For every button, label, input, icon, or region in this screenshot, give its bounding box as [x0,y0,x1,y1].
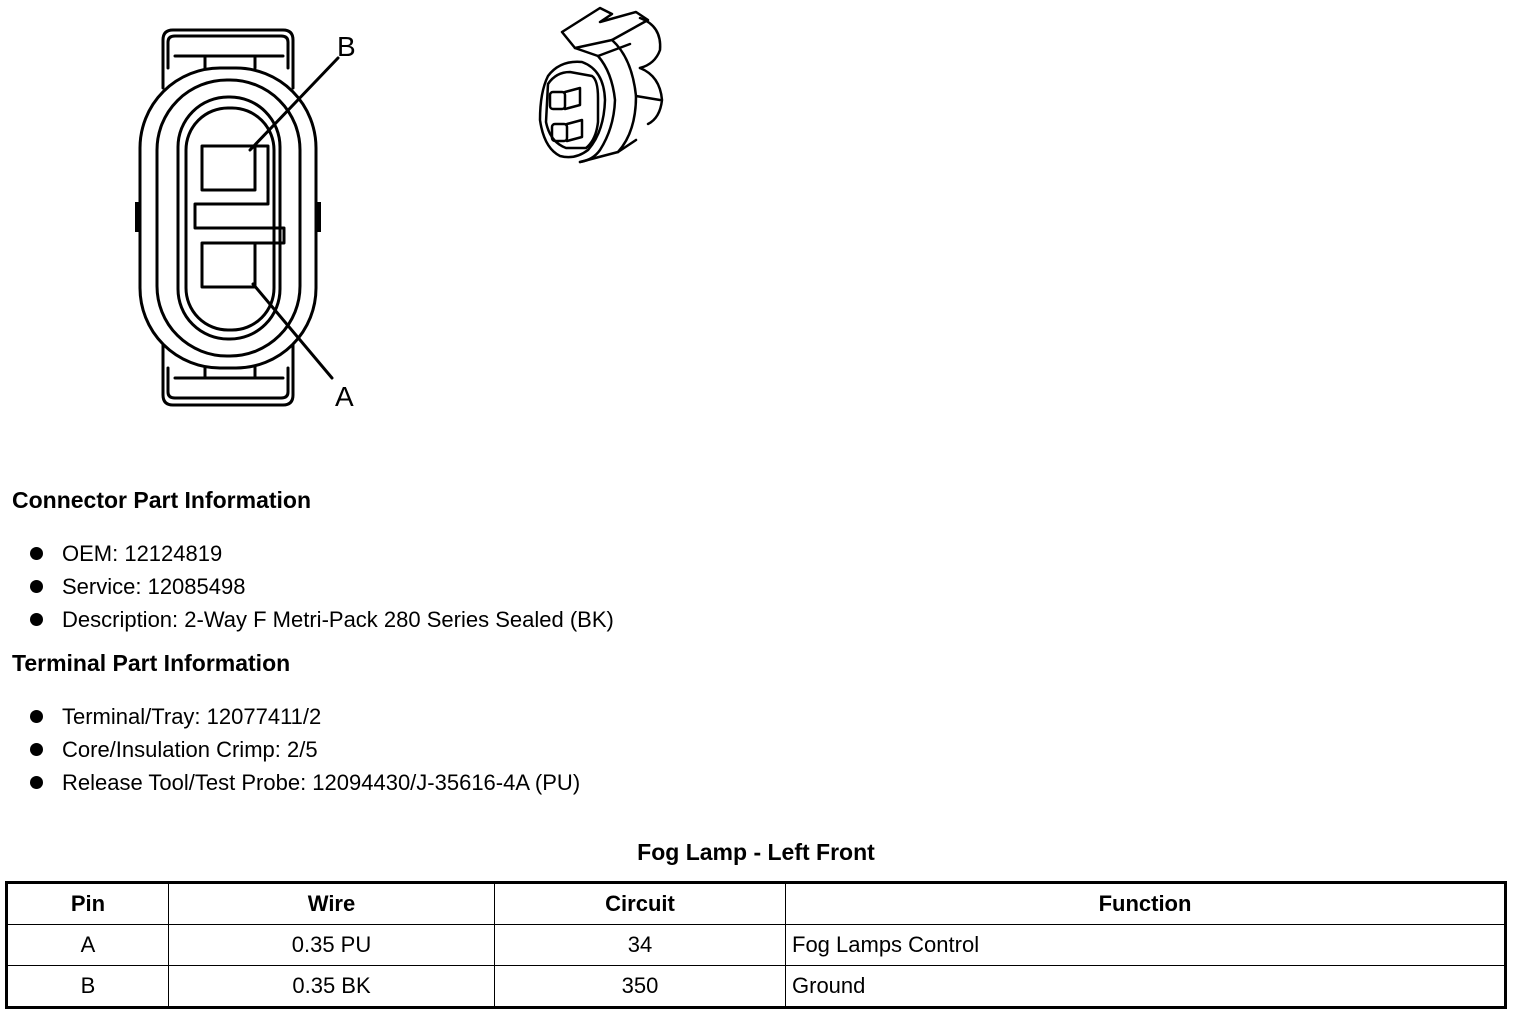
terminal-crimp: Core/Insulation Crimp: 2/5 [62,737,318,762]
cell-circuit: 34 [495,925,786,966]
connector-service: Service: 12085498 [62,574,246,599]
pin-b-label: B [337,31,356,62]
connector-oem: OEM: 12124819 [62,541,223,566]
terminal-info-list [28,700,580,799]
terminal-tray: Terminal/Tray: 12077411/2 [62,704,322,729]
pin-table-title: Fog Lamp - Left Front [637,839,875,865]
list-item [28,537,614,570]
bullet-icon [30,710,43,723]
bullet-icon [30,547,43,560]
bullet-icon [30,776,43,789]
list-item [28,733,580,766]
connector-info-title: Connector Part Information [12,487,312,513]
header-circuit: Circuit [495,883,786,925]
pin-a-label: A [335,381,354,412]
table-row [7,966,1506,1008]
list-item [28,766,580,799]
cell-circuit: 350 [495,966,786,1008]
cell-function: Ground [786,966,1506,1008]
cell-function: Fog Lamps Control [786,925,1506,966]
connector-diagram [0,0,760,420]
cell-pin: B [7,966,169,1008]
cell-pin: A [7,925,169,966]
bullet-icon [30,580,43,593]
bullet-icon [30,743,43,756]
list-item [28,570,614,603]
pin-table [5,881,1507,1009]
connector-face-view [135,30,321,405]
cell-wire: 0.35 BK [169,966,495,1008]
connector-info-list [28,537,614,636]
cell-wire: 0.35 PU [169,925,495,966]
table-header-row [7,883,1506,925]
terminal-info-title: Terminal Part Information [12,650,291,676]
connector-description: Description: 2-Way F Metri-Pack 280 Series Sealed (BK) [62,607,614,632]
list-item [28,700,580,733]
header-wire: Wire [169,883,495,925]
header-function: Function [786,883,1506,925]
header-pin: Pin [7,883,169,925]
list-item [28,603,614,636]
terminal-release-tool: Release Tool/Test Probe: 12094430/J-35616-4A (PU) [62,770,581,795]
connector-iso-view [540,8,662,162]
table-row [7,925,1506,966]
bullet-icon [30,613,43,626]
